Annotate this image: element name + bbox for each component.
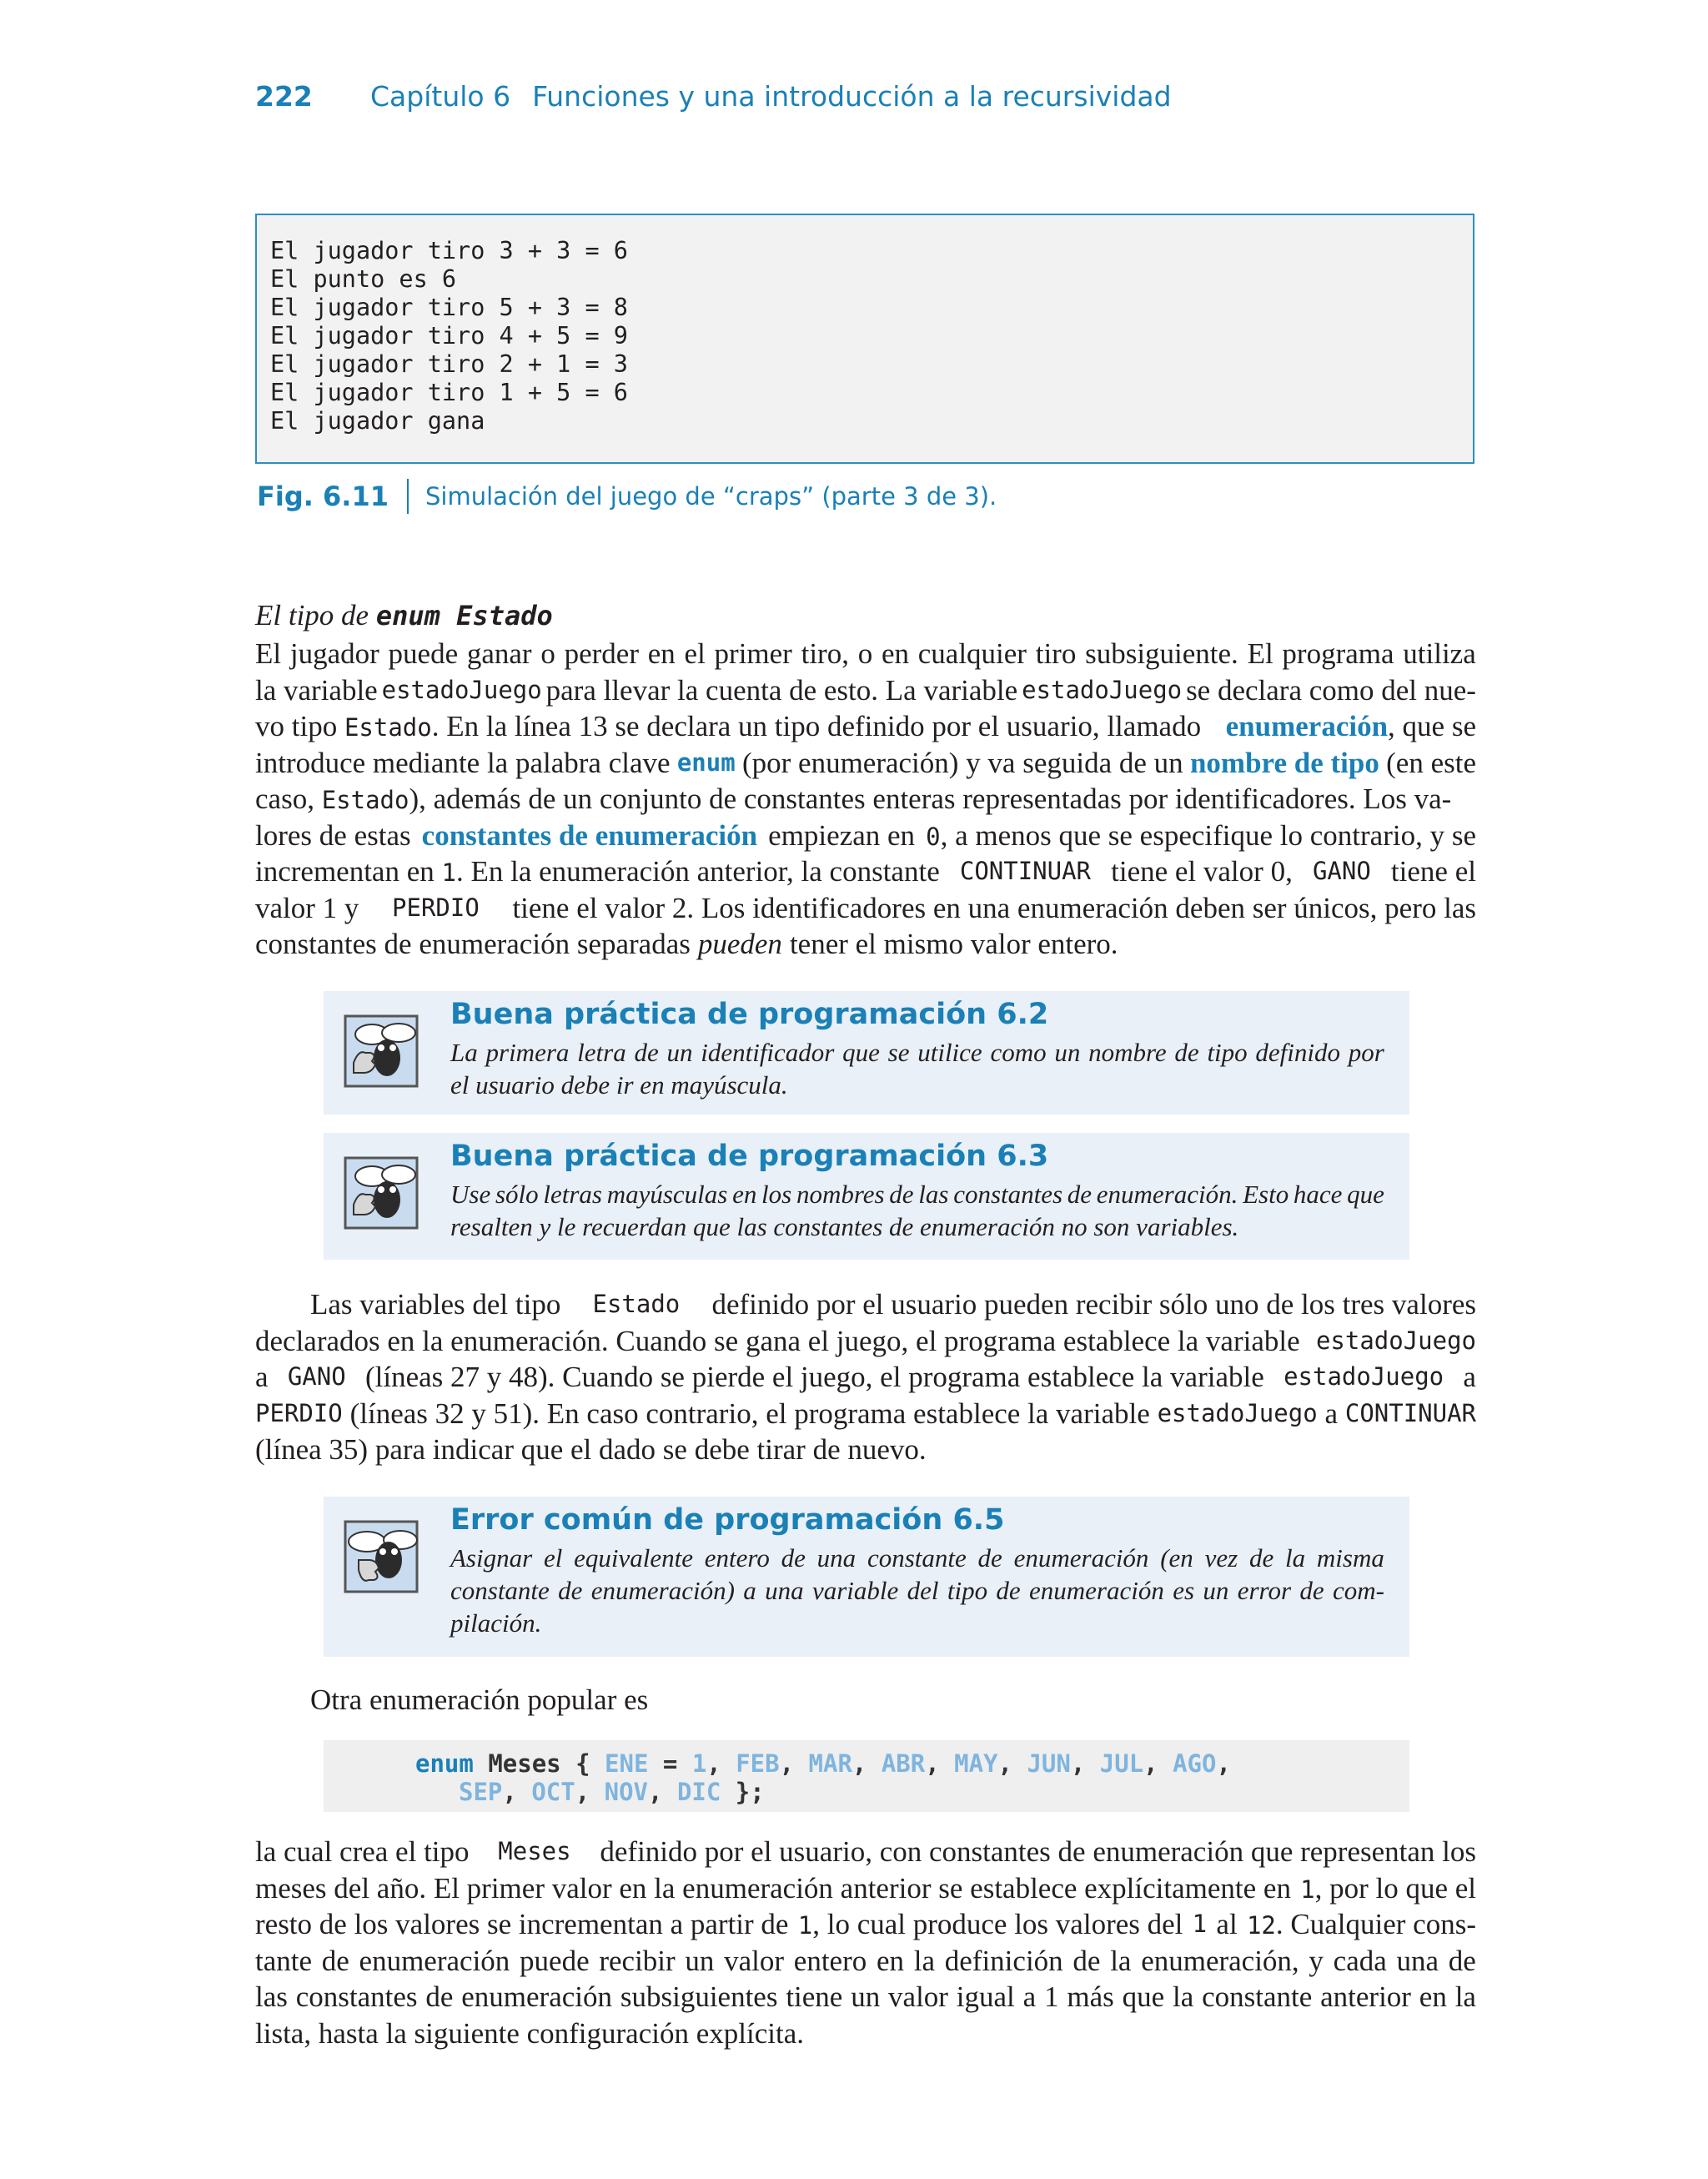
text-run: (por enumeración) y va seguida de un (741, 746, 1183, 779)
word: el (543, 1543, 563, 1573)
word: como (990, 1038, 1047, 1067)
code-term: CONTINUAR (959, 857, 1091, 885)
text-line (255, 926, 1476, 963)
word: los (761, 1180, 792, 1209)
chapter-title (370, 80, 1172, 113)
word: la (1110, 1944, 1132, 1977)
word: un (1203, 1576, 1229, 1605)
word: nombre (1088, 1038, 1167, 1067)
code-term: 12 (1246, 1911, 1276, 1940)
word: enumeración. (1096, 1180, 1238, 1209)
word: en (732, 1180, 757, 1209)
code-term: 1 (1192, 1910, 1208, 1938)
tip-line: resalten y le recuerdan que las constantes de enumeración no son variables. (450, 1212, 1239, 1241)
word: un (666, 1038, 693, 1067)
word: variable (811, 1576, 899, 1605)
word: que (842, 1038, 880, 1067)
text-line (255, 708, 1476, 745)
word: El (255, 637, 282, 670)
word: puede (520, 1944, 590, 1977)
text-run: definido por el usuario pueden recibir sólo uno de los tres valores (711, 1288, 1476, 1321)
text-line (255, 1870, 1476, 1907)
text-group (255, 853, 940, 890)
word: enumeración (461, 1980, 613, 2013)
word: letra (577, 1038, 626, 1067)
section-heading-text: El tipo de (255, 599, 369, 632)
word: una (816, 1543, 857, 1573)
text-group (1300, 1870, 1476, 1907)
code-term: estadoJuego (381, 675, 542, 704)
code-constant: JUN (1027, 1749, 1071, 1778)
output-line: El jugador tiro 4 + 5 = 9 (270, 322, 628, 350)
chapter-label: Capítulo 6 (370, 80, 511, 113)
code-term: estadoJuego (1284, 1362, 1444, 1391)
text-run: , por lo que el (1314, 1871, 1476, 1905)
word: de (977, 1543, 1002, 1573)
output-line: El punto es 6 (270, 265, 457, 293)
word: de (1073, 1944, 1101, 1977)
word: de (558, 1576, 583, 1605)
code-constant: MAY (954, 1749, 998, 1778)
word: perder (564, 637, 639, 670)
code-term: Estado (592, 1290, 681, 1318)
text-run: resto de los valores se incrementan a partir de (255, 1908, 789, 1940)
word: 1 (1044, 1980, 1059, 2013)
word: constantes (295, 1980, 418, 2013)
word: las (255, 1980, 288, 2013)
word: de (321, 1944, 349, 1977)
word: de (1174, 1038, 1199, 1067)
text-line (255, 745, 1476, 782)
text-group (926, 818, 1476, 854)
code-constant: JUL (1099, 1749, 1144, 1778)
code-snippet-meses (324, 1740, 1409, 1812)
word: en (647, 637, 676, 670)
text-run: la cual crea el tipo (255, 1835, 470, 1868)
word: constante (450, 1576, 550, 1605)
text-run: tener el mismo valor entero. (789, 928, 1118, 960)
code-term: 0 (926, 822, 941, 851)
text-line (255, 1834, 1476, 1870)
word: misma (1316, 1543, 1384, 1573)
word: un (851, 1980, 881, 2013)
word: en (881, 637, 909, 670)
tip-body (450, 1178, 1384, 1243)
word: enumeración) (590, 1576, 735, 1605)
output-line: El jugador tiro 1 + 5 = 6 (270, 379, 628, 406)
word: se (887, 1038, 910, 1067)
text-run: , lo cual produce los valores del (812, 1908, 1183, 1940)
caption-divider (407, 479, 409, 514)
text-run: al (1216, 1908, 1238, 1940)
text-run: vo tipo (255, 710, 338, 742)
word: enumeración (359, 1944, 510, 1977)
word: de (996, 1576, 1021, 1605)
word: la (1454, 1980, 1476, 2013)
code-constant: OCT (531, 1778, 575, 1806)
text-line (255, 890, 1476, 927)
text-group (798, 1906, 1183, 1943)
word: entero (793, 1944, 867, 1977)
word: y (1309, 1944, 1324, 1977)
word: tipo (947, 1576, 988, 1605)
word: tipo (1207, 1038, 1248, 1067)
word: Esto (1243, 1180, 1289, 1209)
word: definido (1255, 1038, 1341, 1067)
text-run: la variable (255, 673, 378, 707)
output-line: El jugador tiro 3 + 3 = 6 (270, 237, 628, 264)
word: de (1067, 1180, 1093, 1209)
word: primer (714, 637, 792, 670)
word: cada (1333, 1944, 1387, 1977)
word: tiro, (801, 637, 849, 670)
word: identificador (701, 1038, 835, 1067)
word: igual (956, 1980, 1015, 2013)
text-run: introduce mediante la palabra clave (255, 746, 671, 779)
text-line (255, 1906, 1476, 1943)
word: una (765, 1576, 804, 1605)
text-run: caso, (255, 783, 314, 815)
word: Asignar (450, 1543, 533, 1573)
common-error-tip-6-5 (324, 1497, 1409, 1657)
word: jugador (289, 637, 379, 670)
good-practice-tip-6-2 (324, 991, 1409, 1115)
tip-line (450, 1036, 1384, 1069)
text-run: tiene el (1390, 855, 1476, 888)
text-run: definido por el usuario, con constantes de enumeración que representan los (600, 1835, 1476, 1868)
word: ganar (466, 637, 532, 670)
word: las (918, 1180, 949, 1209)
word: com- (1333, 1576, 1384, 1605)
bug-thumbs-up-icon (342, 1153, 422, 1233)
program-output-box (255, 214, 1474, 464)
word: que (1347, 1180, 1384, 1209)
code-term: PERDIO (392, 893, 480, 922)
good-practice-tip-6-3 (324, 1133, 1409, 1260)
text-run: . En la línea 13 se declara un tipo definido por el usuario, llamado (431, 710, 1202, 742)
text-run: se declara como del nue- (1186, 673, 1476, 707)
word: es (1173, 1576, 1195, 1605)
word: utilice (917, 1038, 982, 1067)
text-run: meses del año. El primer valor en la enumeración anterior se establece explícitamente en (255, 1871, 1291, 1905)
text-group (1226, 708, 1476, 745)
word: un (685, 1944, 715, 1977)
text-run: declarados en la enumeración. Cuando se gana el juego, el programa establece la variable (255, 1324, 1300, 1357)
word: la (1285, 1543, 1306, 1573)
code-term: GANO (1312, 857, 1371, 885)
word: definición (944, 1944, 1063, 1977)
text-run: Otra enumeración popular es (310, 1683, 649, 1716)
code-constant: MAR (808, 1749, 852, 1778)
text-run: , que se (1388, 710, 1476, 742)
page-number: 222 (255, 80, 313, 113)
code-term: estadoJuego (1022, 675, 1183, 704)
output-line: El jugador gana (270, 407, 485, 435)
word: mayúsculas (606, 1180, 728, 1209)
code-keyword: enum (415, 1749, 474, 1778)
tip-title: Error común de programación 6.5 (450, 1503, 1005, 1537)
text-group (255, 708, 1201, 745)
code-term: Meses (498, 1837, 571, 1865)
code-punct: }; (735, 1778, 765, 1806)
word: constantes (953, 1180, 1063, 1209)
figure-label: Fig. 6.11 (257, 481, 389, 512)
text-run (255, 1943, 1476, 1980)
running-header (255, 80, 1172, 122)
code-term: 1 (441, 858, 456, 887)
word: por (1348, 1038, 1384, 1067)
text-line (255, 1396, 1476, 1432)
text-run: a (255, 1361, 269, 1393)
text-line (255, 1943, 1476, 1980)
word: de (1248, 1543, 1274, 1573)
key-term: constantes de enumeración (421, 818, 758, 852)
text-run: . Cualquier cons- (1275, 1908, 1476, 1940)
code-term: Estado (321, 786, 409, 814)
text-run: tiene el valor 0, (1111, 855, 1293, 888)
word: o (857, 637, 873, 670)
word: utiliza (1403, 637, 1476, 670)
word: subsiguiente. (1085, 637, 1238, 670)
word: vez (1204, 1543, 1238, 1573)
word: tiro (1035, 637, 1077, 670)
figure-caption-text: Simulación del juego de “craps” (parte 3 de 3). (424, 482, 997, 511)
word: (en (1160, 1543, 1193, 1573)
key-term: nombre de tipo (1189, 746, 1379, 779)
word: constante (1202, 1980, 1313, 2013)
key-term: enumeración (1225, 710, 1389, 742)
word: tante (255, 1944, 313, 1977)
tip-line: pilación. (450, 1608, 542, 1638)
word: anterior (1320, 1980, 1411, 2013)
word: una (1396, 1944, 1439, 1977)
tip-body (450, 1542, 1384, 1639)
word: El (1247, 637, 1273, 670)
code-constant: AGO (1173, 1749, 1217, 1778)
word: La (450, 1038, 478, 1067)
word: puede (388, 637, 459, 670)
word: primera (485, 1038, 570, 1067)
text-run: constantes de enumeración separadas (255, 928, 691, 960)
word: enumeración (1029, 1576, 1164, 1605)
text-group (255, 781, 1451, 818)
text-run: lores de estas (255, 818, 411, 852)
tip-title: Buena práctica de programación 6.2 (450, 998, 1049, 1031)
word: del (907, 1576, 939, 1605)
word: sólo (495, 1180, 539, 1209)
word: el (684, 637, 706, 670)
code-constant: FEB (736, 1749, 780, 1778)
code-line: SEP, OCT, NOV, DIC }; (459, 1778, 765, 1806)
code-constant: ABR (881, 1749, 926, 1778)
code-constant: NOV (604, 1778, 649, 1806)
word: que (1122, 1980, 1165, 2013)
word: de (889, 1180, 914, 1209)
text-line (255, 636, 1476, 672)
word: error (1237, 1576, 1292, 1605)
text-line (255, 853, 1476, 890)
word: cualquier (917, 637, 1027, 670)
text-run (255, 636, 1476, 672)
word: en (1419, 1980, 1447, 2013)
code-term: estadoJuego (1315, 1326, 1476, 1355)
text-run: valor 1 y (255, 891, 359, 924)
text-run (255, 1979, 1476, 2015)
text-line (255, 672, 1476, 709)
code-constant: DIC (676, 1778, 721, 1806)
text-line (255, 1432, 1476, 1468)
code-constant: 1 (691, 1749, 707, 1778)
word: más (1067, 1980, 1114, 2013)
tip-title: Buena práctica de programación 6.3 (450, 1140, 1049, 1173)
section-heading-code: enum Estado (375, 600, 553, 632)
paragraph-estado-values (255, 1286, 1476, 1468)
tip-line (450, 1178, 1384, 1210)
word: programa (1282, 637, 1394, 670)
output-line: El jugador tiro 2 + 1 = 3 (270, 350, 628, 378)
text-run: a (1324, 1396, 1339, 1430)
bug-thumbs-up-icon (342, 1011, 422, 1091)
word: subsiguientes (620, 1980, 778, 2013)
emphasis-text: pueden (697, 928, 782, 960)
figure-caption (257, 476, 997, 517)
paragraph-popular-enum (255, 1682, 1476, 1719)
word: enumeración, (1141, 1944, 1299, 1977)
word: constante (867, 1543, 967, 1573)
code-line: enum Meses { ENE = 1, FEB, MAR, ABR, MAY, JUN, JUL, AGO, (415, 1749, 1231, 1778)
tip-line (450, 1574, 1384, 1607)
word: de (781, 1543, 806, 1573)
word: de (425, 1980, 454, 2013)
text-run: empiezan en (768, 818, 916, 852)
text-line (255, 1323, 1476, 1360)
word: equivalente (574, 1543, 694, 1573)
code-term: CONTINUAR (1344, 1398, 1476, 1427)
word: tiene (786, 1980, 843, 2013)
word: Use (450, 1180, 491, 1209)
text-run: (en este (1386, 746, 1476, 779)
word: de (634, 1038, 659, 1067)
word: entero (704, 1543, 770, 1573)
text-run: Las variables del tipo (310, 1288, 561, 1321)
word: valor (888, 1980, 948, 2013)
word: de (1299, 1576, 1324, 1605)
text-line (255, 1286, 1476, 1323)
code-term: 1 (797, 1911, 813, 1940)
word: a (743, 1576, 756, 1605)
text-run: incrementan en (255, 855, 435, 888)
output-line: El jugador tiro 5 + 3 = 8 (270, 294, 628, 321)
text-run: (líneas 27 y 48). Cuando se pierde el juego, el programa establece la variable (364, 1361, 1264, 1393)
paragraph-meses-explanation (255, 1834, 1476, 2051)
code-term: estadoJuego (1157, 1398, 1318, 1427)
tip-body (450, 1036, 1384, 1101)
word: valor (724, 1944, 785, 1977)
text-run: . En la enumeración anterior, la constante (455, 855, 940, 888)
tip-line: el usuario debe ir en mayúscula. (450, 1070, 788, 1100)
code-constant: ENE (605, 1749, 649, 1778)
word: un (1054, 1038, 1081, 1067)
word: de (1448, 1944, 1476, 1977)
code-identifier: Meses (488, 1749, 561, 1778)
text-run: ), además de un conjunto de constantes enteras representadas por identificadores. Los va- (409, 783, 1452, 815)
bug-thumbs-down-icon (342, 1517, 422, 1597)
text-run: a (1463, 1361, 1476, 1393)
text-run: tiene el valor 2. Los identificadores en una enumeración deben ser únicos, pero las (512, 891, 1476, 924)
text-run: (líneas 32 y 51). En caso contrario, el programa establece la variable (349, 1396, 1150, 1430)
text-line (255, 818, 1476, 854)
word: en (876, 1944, 905, 1977)
word: enumeración (1013, 1543, 1149, 1573)
code-term: PERDIO (255, 1398, 343, 1427)
text-run: , a menos que se especifique lo contrario, y se (940, 818, 1476, 852)
word: nombres (796, 1180, 885, 1209)
word: o (540, 637, 555, 670)
word: hace (1293, 1180, 1343, 1209)
word: recibir (599, 1944, 676, 1977)
section-heading (255, 597, 553, 634)
word: letras (543, 1180, 602, 1209)
text-line (255, 781, 1476, 818)
key-term-code: enum (676, 747, 736, 777)
code-term: 1 (1300, 1875, 1315, 1904)
code-term: GANO (287, 1362, 346, 1391)
code-punct: = (662, 1749, 678, 1778)
text-line (255, 1359, 1476, 1396)
code-constant: SEP (459, 1778, 503, 1806)
word: la (913, 1944, 936, 1977)
text-run: para llevar la cuenta de esto. La variable (545, 673, 1018, 707)
word: la (1172, 1980, 1194, 2013)
paragraph-enum-intro (255, 636, 1476, 963)
code-term: Estado (344, 713, 432, 742)
code-punct: { (575, 1749, 590, 1778)
chapter-name: Funciones y una introducción a la recursividad (532, 80, 1172, 113)
text-run: (línea 35) para indicar que el dado se debe tirar de nuevo. (255, 1433, 927, 1466)
text-line (255, 1682, 1476, 1719)
text-run: lista, hasta la siguiente configuración explícita. (255, 2016, 804, 2050)
word: a (1022, 1980, 1037, 2013)
tip-line (450, 1542, 1384, 1574)
text-group (1247, 1906, 1476, 1943)
text-line (255, 1979, 1476, 2015)
text-line (255, 2015, 1476, 2052)
